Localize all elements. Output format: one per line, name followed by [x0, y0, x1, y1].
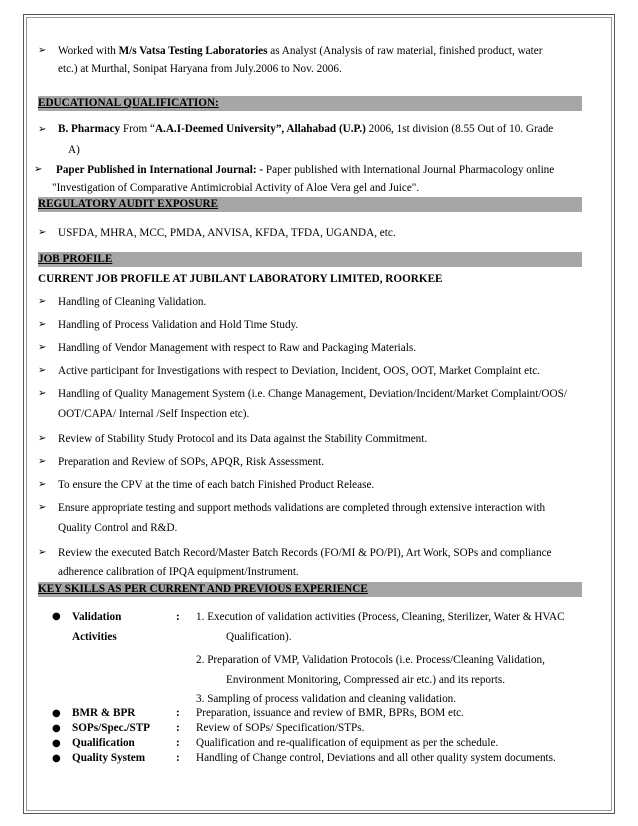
- skills-list: [38, 607, 582, 766]
- job-item: [38, 316, 582, 334]
- job-item-continuation: [38, 517, 582, 539]
- skill-text: Handling of Change control, Deviations and all other quality system documents.: [196, 752, 556, 764]
- job-item: [38, 362, 582, 380]
- skill-row: [38, 751, 582, 766]
- bullet-icon: ●: [52, 723, 61, 734]
- skill-colon: :: [176, 722, 180, 734]
- skills-heading: KEY SKILLS AS PER CURRENT AND PREVIOUS EXPERIENCE: [38, 582, 582, 597]
- skill-label: SOPs/Spec./STP: [72, 722, 151, 734]
- arrow-bullet-icon: ➢: [38, 456, 47, 467]
- validation-point-1: 1. Execution of validation activities (Process, Cleaning, Sterilizer, Water & HVAC: [196, 611, 565, 623]
- job-item: [38, 453, 582, 471]
- arrow-bullet-icon: ➢: [38, 45, 47, 56]
- education-paper: [34, 161, 582, 179]
- skill-row: [38, 706, 582, 721]
- job-item-text: Preparation and Review of SOPs, APQR, Risk Assessment.: [58, 456, 325, 468]
- validation-point-1-cont: Qualification).: [226, 631, 292, 643]
- degree-detail: 2006, 1st division (8.55 Out of 10. Grade: [365, 123, 554, 135]
- job-item-text: Handling of Quality Management System (i.e. Change Management, Deviation/Incident/Market Complaint/OOS/: [58, 388, 567, 400]
- skill-colon: :: [176, 737, 180, 749]
- skill-text: Qualification and re-qualification of equipment as per the schedule.: [196, 737, 499, 749]
- job-item: [38, 499, 582, 517]
- skill-row: [38, 736, 582, 751]
- job-item: [38, 293, 582, 311]
- skill-label: BMR & BPR: [72, 707, 136, 719]
- job-item-text: Handling of Vendor Management with respect to Raw and Packaging Materials.: [58, 342, 417, 354]
- experience-company: M/s Vatsa Testing Laboratories: [118, 45, 268, 57]
- bullet-icon: ●: [52, 753, 61, 764]
- bullet-icon: ●: [52, 708, 61, 719]
- skill-label-line2: Activities: [72, 631, 117, 643]
- validation-point-3: 3. Sampling of process validation and cleaning validation.: [196, 693, 457, 705]
- arrow-bullet-icon: ➢: [34, 164, 43, 175]
- skill-label-line1: Validation: [72, 611, 122, 623]
- skill-label: Quality System: [72, 752, 146, 764]
- job-item-text: Handling of Process Validation and Hold Time Study.: [58, 319, 299, 331]
- audit-item: [38, 224, 582, 242]
- validation-point-2-cont: Environment Monitoring, Compressed air etc.) and its reports.: [226, 674, 506, 686]
- arrow-bullet-icon: ➢: [38, 388, 47, 399]
- bullet-icon: ●: [52, 611, 61, 622]
- job-item-text: OOT/CAPA/ Internal /Self Inspection etc).: [58, 408, 250, 420]
- current-job-heading: CURRENT JOB PROFILE AT JUBILANT LABORATORY LIMITED, ROORKEE: [38, 273, 443, 285]
- experience-text-rest: as Analyst (Analysis of raw material, finished product, water: [267, 45, 543, 57]
- job-item-text: adherence calibration of IPQA equipment/Instrument.: [58, 566, 299, 578]
- skill-text: Review of SOPs/ Specification/STPs.: [196, 722, 365, 734]
- job-item: [38, 385, 582, 403]
- job-item-text: Ensure appropriate testing and support methods validations are completed through extensive interaction with: [58, 502, 546, 514]
- skill-label: [72, 607, 176, 647]
- job-item-text: Handling of Cleaning Validation.: [58, 296, 207, 308]
- degree-name: B. Pharmacy: [58, 123, 121, 135]
- experience-text: Worked with: [58, 45, 119, 57]
- audit-heading: REGULATORY AUDIT EXPOSURE: [38, 197, 582, 212]
- job-heading: JOB PROFILE: [38, 252, 582, 267]
- skill-colon: :: [176, 752, 180, 764]
- job-item-text: To ensure the CPV at the time of each batch Finished Product Release.: [58, 479, 375, 491]
- job-item-continuation: [38, 562, 582, 582]
- job-item: [38, 339, 582, 357]
- arrow-bullet-icon: ➢: [38, 124, 47, 135]
- skill-row-validation: [38, 607, 582, 647]
- paper-heading: Paper Published in International Journal: -: [56, 164, 264, 176]
- university-name: A.A.I-Deemed University”, Allahabad (U.P.): [154, 123, 366, 135]
- arrow-bullet-icon: ➢: [38, 502, 47, 513]
- skill-row-validation-2: [38, 650, 582, 690]
- education-degree: [38, 119, 582, 139]
- job-item: [38, 544, 582, 562]
- arrow-bullet-icon: ➢: [38, 342, 47, 353]
- job-item-continuation: [38, 403, 582, 425]
- education-heading: EDUCATIONAL QUALIFICATION:: [38, 96, 582, 111]
- experience-item-line2: [38, 60, 582, 78]
- paper-text: Paper published with International Journal Pharmacology online: [263, 164, 555, 176]
- job-item-text: Quality Control and R&D.: [58, 522, 178, 534]
- job-item: [38, 430, 582, 448]
- arrow-bullet-icon: ➢: [38, 433, 47, 444]
- arrow-bullet-icon: ➢: [38, 296, 47, 307]
- resume-content: [34, 42, 582, 766]
- job-item-text: Review of Stability Study Protocol and its Data against the Stability Commitment.: [58, 433, 428, 445]
- skill-text: [196, 607, 582, 647]
- job-item-text: Review the executed Batch Record/Master Batch Records (FO/MI & PO/PI), Art Work, SOPs and compliance: [58, 547, 552, 559]
- skill-label: Qualification: [72, 737, 135, 749]
- audit-text: USFDA, MHRA, MCC, PMDA, ANVISA, KFDA, TFDA, UGANDA, etc.: [58, 227, 396, 239]
- job-item-text: Active participant for Investigations with respect to Deviation, Incident, OOS, OOT, Market Complaint etc.: [58, 365, 540, 377]
- paper-title: "Investigation of Comparative Antimicrobial Activity of Aloe Vera gel and Juice".: [52, 182, 420, 194]
- arrow-bullet-icon: ➢: [38, 479, 47, 490]
- validation-point-2: 2. Preparation of VMP, Validation Protocols (i.e. Process/Cleaning Validation,: [196, 654, 545, 666]
- arrow-bullet-icon: ➢: [38, 365, 47, 376]
- skill-row: [38, 721, 582, 736]
- skill-row-validation-3: [38, 692, 582, 706]
- experience-text-line2: etc.) at Murthal, Sonipat Haryana from July.2006 to Nov. 2006.: [58, 63, 342, 75]
- education-paper-line2: [38, 179, 582, 197]
- education-degree-line2: [38, 139, 582, 161]
- skill-text: [196, 650, 582, 690]
- experience-item: [38, 42, 582, 60]
- arrow-bullet-icon: ➢: [38, 547, 47, 558]
- skill-text: Preparation, issuance and review of BMR, BPRs, BOM etc.: [196, 707, 464, 719]
- degree-from: From “: [120, 123, 155, 135]
- arrow-bullet-icon: ➢: [38, 319, 47, 330]
- degree-grade: A): [68, 144, 80, 156]
- skill-colon: :: [176, 707, 180, 719]
- skill-colon: :: [176, 611, 180, 623]
- job-item: [38, 476, 582, 494]
- bullet-icon: ●: [52, 738, 61, 749]
- arrow-bullet-icon: ➢: [38, 227, 47, 238]
